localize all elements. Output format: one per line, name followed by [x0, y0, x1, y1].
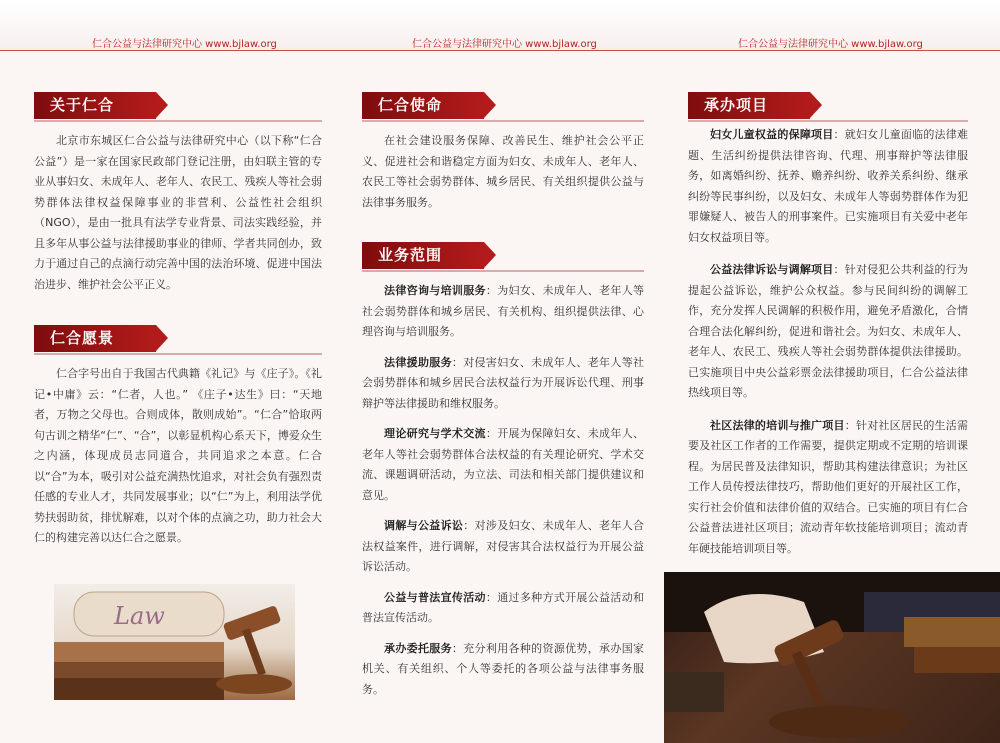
item-heading: 法律援助服务 — [384, 355, 452, 369]
section-title-scope — [362, 242, 484, 269]
column-mission — [362, 0, 644, 743]
item-text: ：针对侵犯公共利益的行为提起公益诉讼，维护公众权益。参与民间纠纷的调解工作，充分发挥人民调解的积极作用，避免矛盾激化，合情合理合法化解纠纷，促进和谐社会。为妇女、未成年人、老年人、农民工、残疾人等社会弱势群体提供法律援助。已实施项目中央公益彩票金法律援助项目，仁合公益法律热线项目等。 — [688, 263, 968, 399]
section-title-vision — [34, 325, 156, 352]
item-text: ：为妇女、未成年人、老年人等社会弱势群体和城乡居民、有关机构、组织提供法律、心理咨询与培训服务。 — [362, 284, 645, 338]
about-paragraph: 北京市东城区仁合公益与法律研究中心（以下称“仁合公益”）是一家在国家民政部门登记注册，由妇联主管的专业从事妇女、未成年人、老年人、农民工、残疾人等社会弱势群体法律权益保障事业的非营利、公益性社会组织（NGO），是由一批具有法学专业背景、司法实践经验，并且多年从事公益与法律援助事业的律师、学者共同创办，致力于通过自己的点滴行动完善中国的法治环境、促进中国法治进步、维护社会公平正义。 — [34, 134, 322, 291]
gavel-illustration — [664, 572, 1000, 743]
item-heading: 妇女儿童权益的保障项目 — [710, 128, 834, 141]
law-illustration — [54, 584, 295, 700]
law-script-text: Law — [114, 602, 165, 630]
vision-paragraph: 仁合字号出自于我国古代典籍《礼记》与《庄子》。《礼记•中庸》云：“仁者，人也。” 《庄子•达生》曰：“天地者，万物之父母也。合则成体，散则成始”。“仁合”恰取两句古训之精华“仁”、“合”，以彰显机构心系天下，博爱众生之内涵，体现成员志同道合，共同追求之本意。仁合以“合”为本，吸引对公益充满热忱追求，对社会负有强烈责任感的专业人才，共同发展事业；以“仁”为上，利用法学优势扶弱助贫，排忧解难，以对个体的点滴之功，助力社会大仁的构建完善以达仁合之愿景。 — [34, 367, 322, 544]
header-text-center: 仁合公益与法律研究中心 www.bjlaw.org — [412, 39, 597, 50]
list-item — [362, 353, 644, 415]
section-title-projects-text: 承办项目 — [704, 96, 769, 114]
section-title-mission-text: 仁合使命 — [378, 96, 443, 114]
header-text-left: 仁合公益与法律研究中心 www.bjlaw.org — [92, 39, 277, 50]
section-rule — [688, 120, 968, 122]
item-text: ：充分利用各种的资源优势，承办国家机关、有关组织、个人等委托的各项公益与法律事务服务。 — [362, 641, 645, 696]
projects-list — [688, 125, 968, 569]
list-item — [362, 281, 644, 343]
list-item — [688, 416, 968, 560]
section-title-about-text: 关于仁合 — [50, 96, 115, 114]
section-title-about — [34, 92, 156, 119]
item-heading: 承办委托服务 — [384, 641, 452, 655]
list-item — [362, 588, 644, 629]
scope-list — [362, 281, 644, 710]
item-heading: 调解与公益诉讼 — [384, 519, 464, 532]
item-text: ：对侵害妇女、未成年人、老年人等社会弱势群体和城乡居民合法权益行为开展诉讼代理、刑事辩护等法律援助和维权服务。 — [362, 355, 645, 410]
section-rule — [362, 270, 644, 272]
section-rule — [34, 353, 322, 355]
item-heading: 公益与普法宣传活动 — [384, 590, 486, 604]
mission-paragraph: 在社会建设服务保障、改善民生、维护社会公平正义、促进社会和谐稳定方面为妇女、未成年人、老年人、农民工等社会弱势群体、城乡居民、有关组织提供公益与法律事务服务。 — [362, 134, 644, 209]
item-heading: 社区法律的培训与推广项目 — [710, 418, 845, 432]
item-text: ：针对社区居民的生活需要及社区工作者的工作需要，提供定期或不定期的培训课程。为居民普及法律知识，帮助其构建法律意识；为社区工作人员传授法律技巧，帮助他们更好的开展社区工作，实行社会价值和法律价值的双结合。已实施的项目有仁合公益普法进社区项目；流动青年软技能培训项目；流动青年硬技能培训项目等。 — [688, 418, 969, 555]
list-item — [362, 424, 644, 506]
list-item — [362, 639, 644, 701]
item-text: ：就妇女儿童面临的法律难题、生活纠纷提供法律咨询、代理、刑事辩护等法律服务，如离婚纠纷、抚养、赡养纠纷、收养关系纠纷、继承纠纷等民事纠纷，以及妇女、未成年人等弱势群体作为犯罪嫌疑人、被告人的刑事案件。已实施项目有关爱中老年妇女权益项目等。 — [688, 128, 968, 244]
section-title-projects — [688, 92, 810, 119]
item-heading: 法律咨询与培训服务 — [384, 284, 486, 297]
section-title-scope-text: 业务范围 — [378, 246, 443, 264]
section-rule — [34, 120, 322, 122]
item-heading: 理论研究与学术交流 — [384, 427, 486, 440]
section-title-vision-text: 仁合愿景 — [50, 329, 115, 347]
section-title-mission — [362, 92, 484, 119]
judge-gavel-image — [664, 572, 1000, 743]
section-rule — [362, 120, 644, 122]
list-item — [688, 260, 968, 404]
item-text: ：通过多种方式开展公益活动和普法宣传活动。 — [362, 590, 645, 624]
item-text: ：开展为保障妇女、未成年人、老年人等社会弱势群体合法权益的有关理论研究、学术交流、课题调研活动，为立法、司法和相关部门提供建议和意见。 — [362, 427, 645, 502]
list-item — [688, 125, 968, 248]
item-text: ：对涉及妇女、未成年人、老年人合法权益案件，进行调解，对侵害其合法权益行为开展公益诉讼活动。 — [362, 519, 645, 573]
header-text-right: 仁合公益与法律研究中心 www.bjlaw.org — [738, 39, 923, 50]
list-item — [362, 516, 644, 578]
law-books-gavel-image — [54, 584, 295, 700]
item-heading: 公益法律诉讼与调解项目 — [710, 263, 834, 276]
